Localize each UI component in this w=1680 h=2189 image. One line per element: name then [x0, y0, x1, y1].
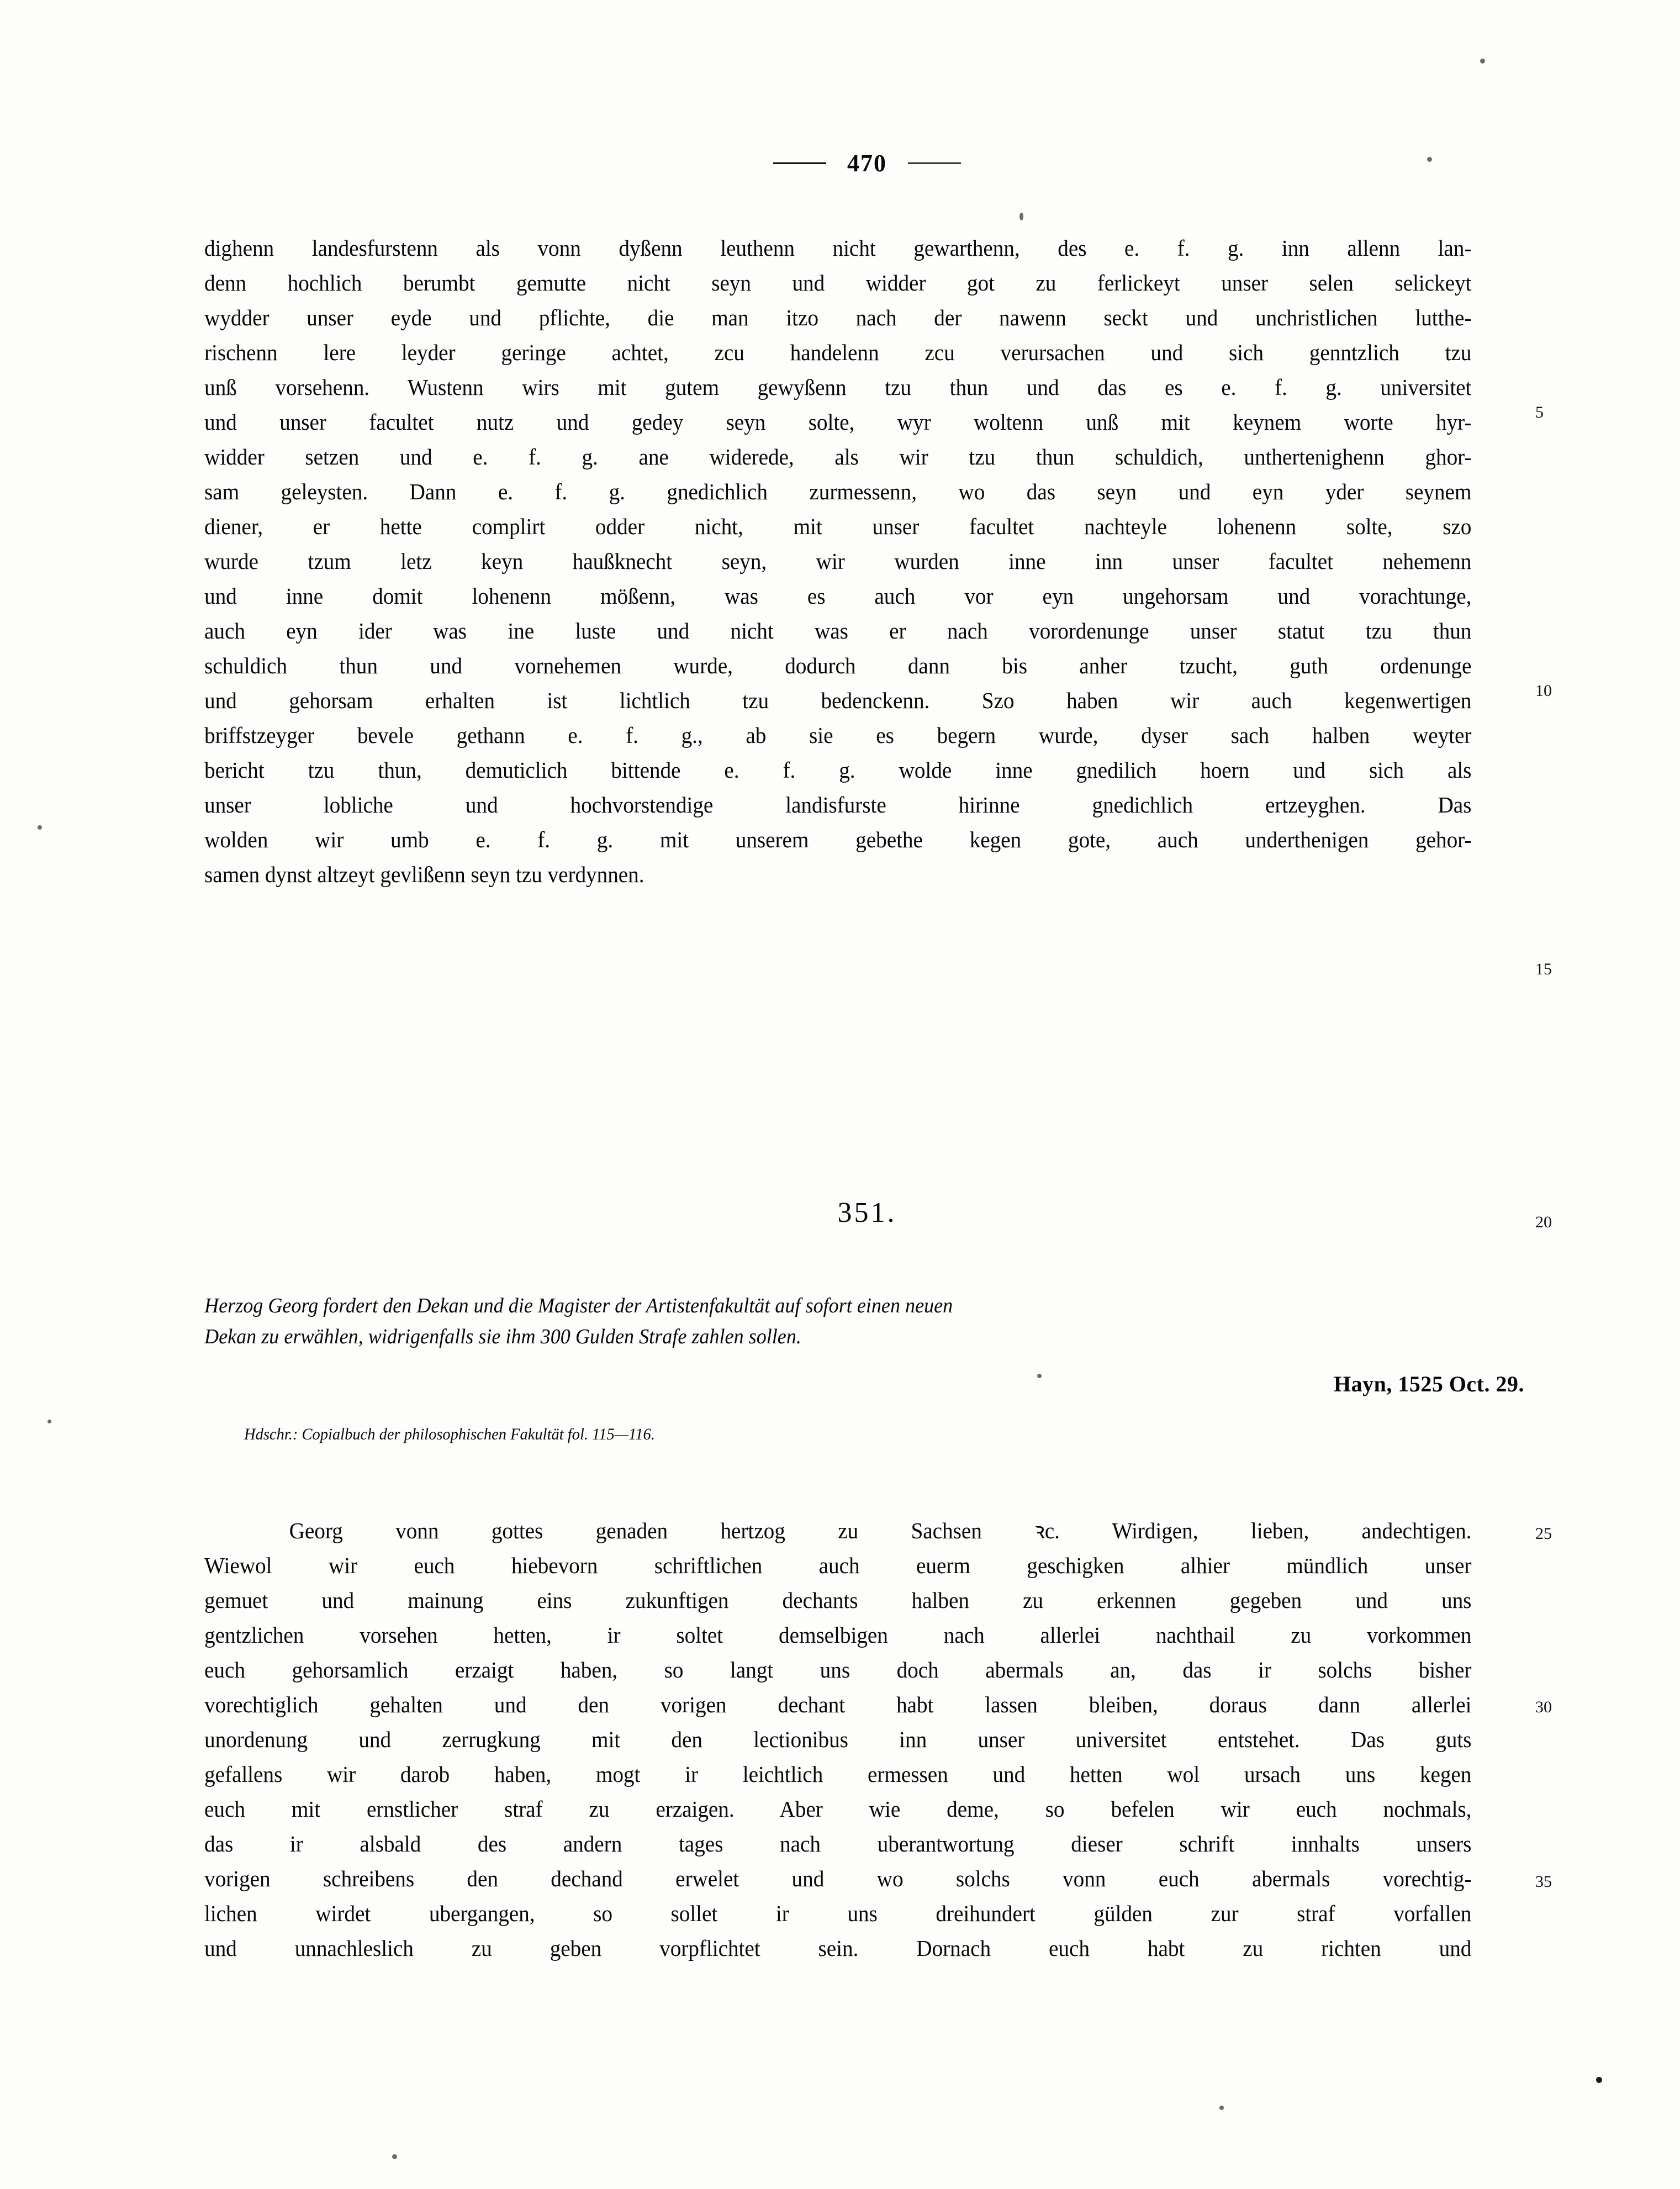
regest-line: Herzog Georg fordert den Dekan und die Magister der Artistenfakultät auf sofort einen neuen [204, 1294, 953, 1317]
text-line: euch mit ernstlicher straf zu erzaigen. Aber wie deme, so befelen wir euch nochmals, [204, 1796, 1472, 1822]
line-number: 30 [1535, 1698, 1552, 1716]
regest-summary [204, 1290, 1461, 1352]
line-number: 5 [1535, 403, 1544, 421]
scan-speck [47, 1420, 51, 1423]
text-line: briffstzeyger bevele gethann e. f. g., ab sie es begern wurde, dyser sach halben weyter [204, 722, 1472, 748]
text-line: wolden wir umb e. f. g. mit unserem gebethe kegen gote, auch underthenigen gehor- [204, 827, 1472, 852]
regest-line: Dekan zu erwählen, widrigenfalls sie ihm 300 Gulden Strafe zahlen sollen. [204, 1325, 801, 1348]
text-line: dighenn landesfurstenn als vonn dyßenn leuthenn nicht gewarthenn, des e. f. g. inn allenn lan- [204, 235, 1472, 261]
text-line: und gehorsam erhalten ist lichtlich tzu bedenckenn. Szo haben wir auch kegenwertigen [204, 688, 1472, 713]
page-corner-mark [1596, 2077, 1602, 2083]
text-line: widder setzen und e. f. g. ane widerede, als wir tzu thun schuldich, unthertenighenn ghor- [204, 444, 1472, 470]
text-line: Georg vonn gottes genaden hertzog zu Sachsen ꝛc. Wirdigen, lieben, andechtigen. [289, 1518, 1472, 1543]
scan-speck [1219, 2106, 1224, 2110]
text-line: lichen wirdet ubergangen, so sollet ir uns dreihundert gülden zur straf vorfallen [204, 1901, 1472, 1926]
text-line: unordenung und zerrugkung mit den lectionibus inn unser universitet entstehet. Das guts [204, 1727, 1472, 1752]
section-number: 351. [837, 1197, 897, 1228]
paragraph-two [204, 1513, 1471, 1966]
text-line: wurde tzum letz keyn haußknecht seyn, wir wurden inne inn unser facultet nehemenn [204, 548, 1472, 574]
text-line: euch gehorsamlich erzaigt haben, so langt uns doch abermals an, das ir solchs bisher [204, 1657, 1472, 1682]
text-line: gentzlichen vorsehen hetten, ir soltet demselbigen nach allerlei nachthail zu vorkommen [204, 1622, 1472, 1648]
text-line: unß vorsehenn. Wustenn wirs mit gutem gewyßenn tzu thun und das es e. f. g. universitet [204, 374, 1472, 400]
line-number: 15 [1535, 960, 1552, 978]
scan-speck [392, 2154, 397, 2159]
line-number: 35 [1535, 1872, 1552, 1891]
text-line: gefallens wir darob haben, mogt ir leichtlich ermessen und hetten wol ursach uns kegen [204, 1761, 1472, 1787]
line-number: 20 [1535, 1213, 1552, 1231]
dateline: Hayn, 1525 Oct. 29. [1333, 1372, 1524, 1396]
scan-speck [1480, 59, 1485, 64]
scan-speck [1019, 213, 1023, 220]
text-line: und unser facultet nutz und gedey seyn solte, wyr woltenn unß mit keynem worte hyr- [204, 409, 1472, 435]
text-line: unser lobliche und hochvorstendige landisfurste hirinne gnedichlich ertzeyghen. Das [204, 792, 1472, 817]
line-number: 25 [1535, 1525, 1552, 1543]
text-line: vorigen schreibens den dechand erwelet und wo solchs vonn euch abermals vorechtig- [204, 1866, 1472, 1891]
paragraph-one [204, 231, 1471, 892]
text-line: denn hochlich berumbt gemutte nicht seyn und widder got zu ferlickeyt unser selen selickeyt [204, 270, 1472, 296]
text-line: vorechtiglich gehalten und den vorigen dechant habt lassen bleiben, doraus dann allerlei [204, 1692, 1472, 1717]
text-line: samen dynst altzeyt gevlißenn seyn tzu verdynnen. [204, 862, 644, 887]
text-line: auch eyn ider was ine luste und nicht was er nach vorordenunge unser statut tzu thun [204, 618, 1472, 643]
text-line: Wiewol wir euch hiebevorn schriftlichen auch euerm geschigken alhier mündlich unser [204, 1553, 1472, 1578]
text-line: diener, er hette complirt odder nicht, mit unser facultet nachteyle lohenenn solte, szo [204, 514, 1472, 539]
scan-speck [38, 825, 42, 830]
header-rule-left [773, 162, 826, 164]
header-rule-right [908, 162, 961, 164]
text-line: rischenn lere leyder geringe achtet, zcu handelenn zcu verursachen und sich genntzlich tzu [204, 340, 1472, 365]
text-line: bericht tzu thun, demuticlich bittende e. f. g. wolde inne gnedilich hoern und sich als [204, 757, 1472, 783]
running-head [204, 149, 1530, 177]
text-line: gemuet und mainung eins zukunftigen dechants halben zu erkennen gegeben und uns [204, 1587, 1472, 1613]
text-line: und inne domit lohenenn mößenn, was es auch vor eyn ungehorsam und vorachtunge, [204, 583, 1472, 609]
text-line: schuldich thun und vornehemen wurde, dodurch dann bis anher tzucht, guth ordenunge [204, 653, 1472, 678]
text-line: und unnachleslich zu geben vorpflichtet sein. Dornach euch habt zu richten und [204, 1935, 1472, 1961]
line-number: 10 [1535, 682, 1552, 700]
text-line: das ir alsbald des andern tages nach uberantwortung dieser schrift innhalts unsers [204, 1831, 1472, 1856]
source-note: Hdschr.: Copialbuch der philosophischen Fakultät fol. 115—116. [244, 1425, 655, 1443]
text-line: sam geleysten. Dann e. f. g. gnedichlich zurmessenn, wo das seyn und eyn yder seynem [204, 479, 1472, 504]
text-line: wydder unser eyde und pflichte, die man itzo nach der nawenn seckt und unchristlichen lutthe- [204, 305, 1472, 330]
page-number: 470 [847, 150, 887, 177]
